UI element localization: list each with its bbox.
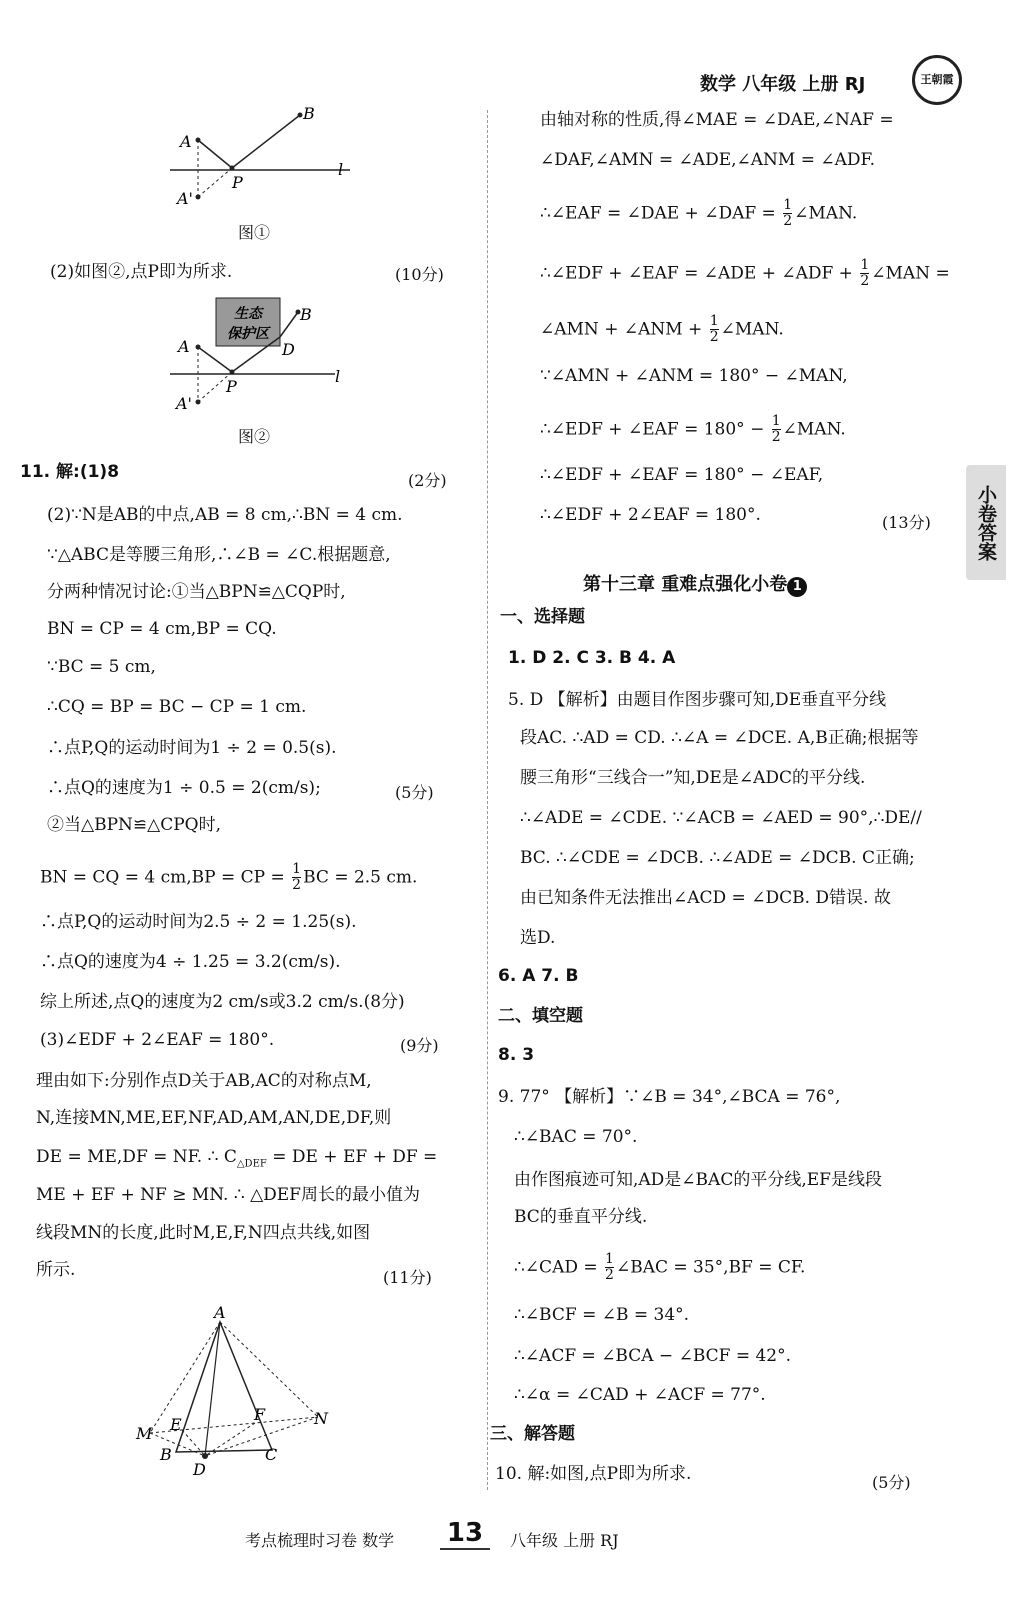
- fraction-den: 2: [783, 213, 793, 230]
- fig1-label-B: B: [303, 104, 315, 123]
- score: (9分): [400, 1036, 439, 1055]
- text-part: ∴∠CAD =: [514, 1257, 604, 1278]
- chapter-number-badge: 1: [787, 577, 807, 597]
- fig1-label-A: A: [180, 132, 192, 151]
- fig2-label-A: A: [178, 337, 190, 356]
- answer-line: ∴CQ = BP = BC − CP = 1 cm.: [47, 697, 307, 717]
- fig2-label-l: l: [335, 367, 341, 386]
- fig1-label-A-prime: A': [177, 189, 193, 208]
- text-part: ∴∠EDF + ∠EAF = 180° −: [540, 419, 770, 440]
- answer-line: BC的垂直平分线.: [514, 1207, 648, 1227]
- answer-line: ∠DAF,∠AMN = ∠ADE,∠ANM = ∠ADF.: [540, 150, 876, 170]
- answer-line: (2)∵N是AB的中点,AB = 8 cm,∴BN = 4 cm.: [47, 505, 403, 525]
- answer-line: ∴∠BCF = ∠B = 34°.: [514, 1305, 690, 1325]
- fig3-label-N: N: [314, 1409, 328, 1428]
- score: (10分): [395, 265, 444, 284]
- figure-1: [160, 95, 360, 215]
- answer-line: 1. D 2. C 3. B 4. A: [508, 648, 676, 668]
- fraction-den: 2: [709, 329, 719, 346]
- section-heading: 一、选择题: [500, 607, 585, 627]
- answer-line: 腰三角形“三线合一”知,DE是∠ADC的平分线.: [520, 768, 866, 788]
- fraction-num: 1: [709, 313, 719, 329]
- fraction-num: 1: [771, 413, 781, 429]
- fig3-label-F: F: [254, 1405, 266, 1424]
- fraction-num: 1: [860, 257, 870, 273]
- section-heading: 二、填空题: [498, 1006, 583, 1026]
- answer-line: ②当△BPN≌△CPQ时,: [47, 815, 221, 835]
- fraction-den: 2: [771, 429, 781, 446]
- fraction-den: 2: [860, 273, 870, 290]
- fig3-label-E: E: [170, 1415, 182, 1434]
- fig1-label-P: P: [232, 173, 243, 192]
- answer-line: ∴∠ACF = ∠BCA − ∠BCF = 42°.: [514, 1346, 792, 1366]
- figure-3: [130, 1300, 350, 1480]
- fig2-label-A-prime: A': [176, 394, 192, 413]
- column-divider: [487, 110, 488, 1490]
- answer-line: ∴∠ADE = ∠CDE. ∵∠ACB = ∠AED = 90°,∴DE//: [520, 808, 922, 828]
- answer-line: 8. 3: [498, 1045, 535, 1065]
- answer-line: ∵BC = 5 cm,: [47, 657, 156, 677]
- answer-line: 所示.: [36, 1260, 76, 1280]
- answer-line: [540, 414, 846, 446]
- answer-line: [514, 1252, 805, 1284]
- fraction: [860, 258, 869, 290]
- subscript: △DEF: [236, 1158, 267, 1170]
- answer-line: ∴点P,Q的运动时间为1 ÷ 2 = 0.5(s).: [47, 738, 337, 758]
- answer-line: BC. ∴∠CDE = ∠DCB. ∴∠ADE = ∠DCB. C正确;: [520, 848, 915, 868]
- answer-line: ∴∠EDF + 2∠EAF = 180°.: [540, 505, 761, 525]
- fig2-label-D: D: [282, 340, 295, 359]
- text-part: ∠MAN.: [720, 319, 784, 340]
- text-part: ∠BAC = 35°,BF = CF.: [615, 1257, 806, 1278]
- fig2-label-P: P: [226, 377, 237, 396]
- answer-line: [36, 1147, 437, 1170]
- fig3-label-D: D: [193, 1460, 206, 1479]
- answer-line: 11. 解:(1)8: [20, 462, 120, 482]
- fraction-den: 2: [605, 1267, 614, 1284]
- fig1-caption: 图①: [238, 223, 271, 242]
- fraction-num: 1: [292, 861, 302, 877]
- fraction: [783, 198, 792, 230]
- page-header-title: 数学 八年级 上册 RJ: [700, 74, 866, 95]
- answer-line: ∴点P,Q的运动时间为2.5 ÷ 2 = 1.25(s).: [40, 912, 357, 932]
- answer-line: 由轴对称的性质,得∠MAE = ∠DAE,∠NAF =: [540, 110, 894, 130]
- fig2-caption: 图②: [238, 427, 271, 446]
- fig2-box-text-1: 生态: [234, 306, 262, 322]
- fig2-box-text-2: 保护区: [227, 326, 269, 342]
- fig3-label-A: A: [214, 1303, 226, 1322]
- answer-line: [540, 314, 784, 346]
- score: (5分): [872, 1473, 911, 1492]
- answer-line: 段AC. ∴AD = CD. ∴∠A = ∠DCE. A,B正确;根据等: [520, 728, 919, 748]
- answer-line: ∴∠α = ∠CAD + ∠ACF = 77°.: [514, 1385, 766, 1405]
- answer-line: 综上所述,点Q的速度为2 cm/s或3.2 cm/s.(8分): [40, 992, 405, 1012]
- answer-line: ∴∠EDF + ∠EAF = 180° − ∠EAF,: [540, 465, 824, 485]
- answer-line: N,连接MN,ME,EF,NF,AD,AM,AN,DE,DF,则: [36, 1108, 392, 1128]
- answer-line: BN = CP = 4 cm,BP = CQ.: [47, 619, 277, 639]
- text-part: ∴∠EDF + ∠EAF = ∠ADE + ∠ADF +: [540, 263, 859, 284]
- score: (11分): [383, 1268, 432, 1287]
- score: (5分): [395, 783, 434, 802]
- answer-line: ∴点Q的速度为4 ÷ 1.25 = 3.2(cm/s).: [40, 952, 341, 972]
- answer-line: ∵△ABC是等腰三角形,∴∠B = ∠C.根据题意,: [47, 545, 391, 565]
- text-part: ∠AMN + ∠ANM +: [540, 319, 708, 340]
- footer-right: 八年级 上册 RJ: [510, 1531, 619, 1550]
- side-tab: 小卷答案: [966, 465, 1006, 580]
- answer-line: [540, 198, 857, 230]
- answer-line: 选D.: [520, 928, 556, 948]
- text-part: = DE + EF + DF =: [266, 1147, 438, 1167]
- answer-line: ME + EF + NF ≥ MN. ∴ △DEF周长的最小值为: [36, 1185, 420, 1205]
- text-part: BN = CQ = 4 cm,BP = CP =: [40, 867, 291, 888]
- answer-line: 分两种情况讨论:①当△BPN≌△CQP时,: [47, 582, 346, 602]
- text-part: ∠MAN.: [782, 419, 846, 440]
- chapter-title: [583, 570, 807, 597]
- answer-line: [40, 862, 417, 894]
- text-part: ∠MAN.: [794, 203, 858, 224]
- answer-line: (3)∠EDF + 2∠EAF = 180°.: [40, 1030, 275, 1050]
- text-part: BC = 2.5 cm.: [303, 867, 418, 888]
- answer-line: 10. 解:如图,点P即为所求.: [495, 1464, 692, 1484]
- text-part: ∠MAN =: [871, 263, 950, 284]
- fraction: [292, 862, 301, 894]
- score: (2分): [408, 471, 447, 490]
- answer-line: 5. D 【解析】由题目作图步骤可知,DE垂直平分线: [508, 690, 887, 710]
- fraction: [710, 314, 719, 346]
- fig2-label-B: B: [300, 305, 312, 324]
- answer-line: ∵∠AMN + ∠ANM = 180° − ∠MAN,: [540, 366, 848, 386]
- text-part: DE = ME,DF = NF. ∴ C: [36, 1147, 237, 1167]
- fraction-num: 1: [605, 1251, 614, 1267]
- answer-line: 9. 77° 【解析】∵∠B = 34°,∠BCA = 76°,: [498, 1087, 841, 1107]
- answer-line: 理由如下:分别作点D关于AB,AC的对称点M,: [36, 1071, 372, 1091]
- page-number: 13: [440, 1518, 490, 1550]
- text-part: ∴∠EAF = ∠DAE + ∠DAF =: [540, 203, 782, 224]
- answer-line: 由作图痕迹可知,AD是∠BAC的平分线,EF是线段: [514, 1170, 882, 1190]
- answer-line: (2)如图②,点P即为所求.: [50, 262, 233, 282]
- fraction-den: 2: [292, 877, 302, 894]
- publisher-logo: 王朝霞: [912, 55, 962, 105]
- fraction: [772, 414, 781, 446]
- score: (13分): [882, 513, 931, 532]
- fig3-label-C: C: [265, 1445, 278, 1464]
- answer-line: ∴点Q的速度为1 ÷ 0.5 = 2(cm/s);: [47, 778, 321, 798]
- chapter-text: 第十三章 重难点强化小卷: [583, 574, 788, 595]
- fraction-num: 1: [783, 197, 793, 213]
- answer-line: [540, 258, 950, 290]
- fig3-label-M: M: [136, 1424, 153, 1443]
- answer-line: 6. A 7. B: [498, 966, 579, 986]
- answer-line: 线段MN的长度,此时M,E,F,N四点共线,如图: [36, 1223, 371, 1243]
- fig3-label-B: B: [160, 1445, 172, 1464]
- footer-left: 考点梳理时习卷 数学: [245, 1531, 395, 1550]
- fraction: [605, 1252, 614, 1284]
- section-heading: 三、解答题: [490, 1424, 575, 1444]
- figure-2: [160, 292, 360, 422]
- fig1-label-l: l: [338, 160, 344, 179]
- answer-line: ∴∠BAC = 70°.: [514, 1127, 638, 1147]
- answer-line: 由已知条件无法推出∠ACD = ∠DCB. D错误. 故: [520, 888, 891, 908]
